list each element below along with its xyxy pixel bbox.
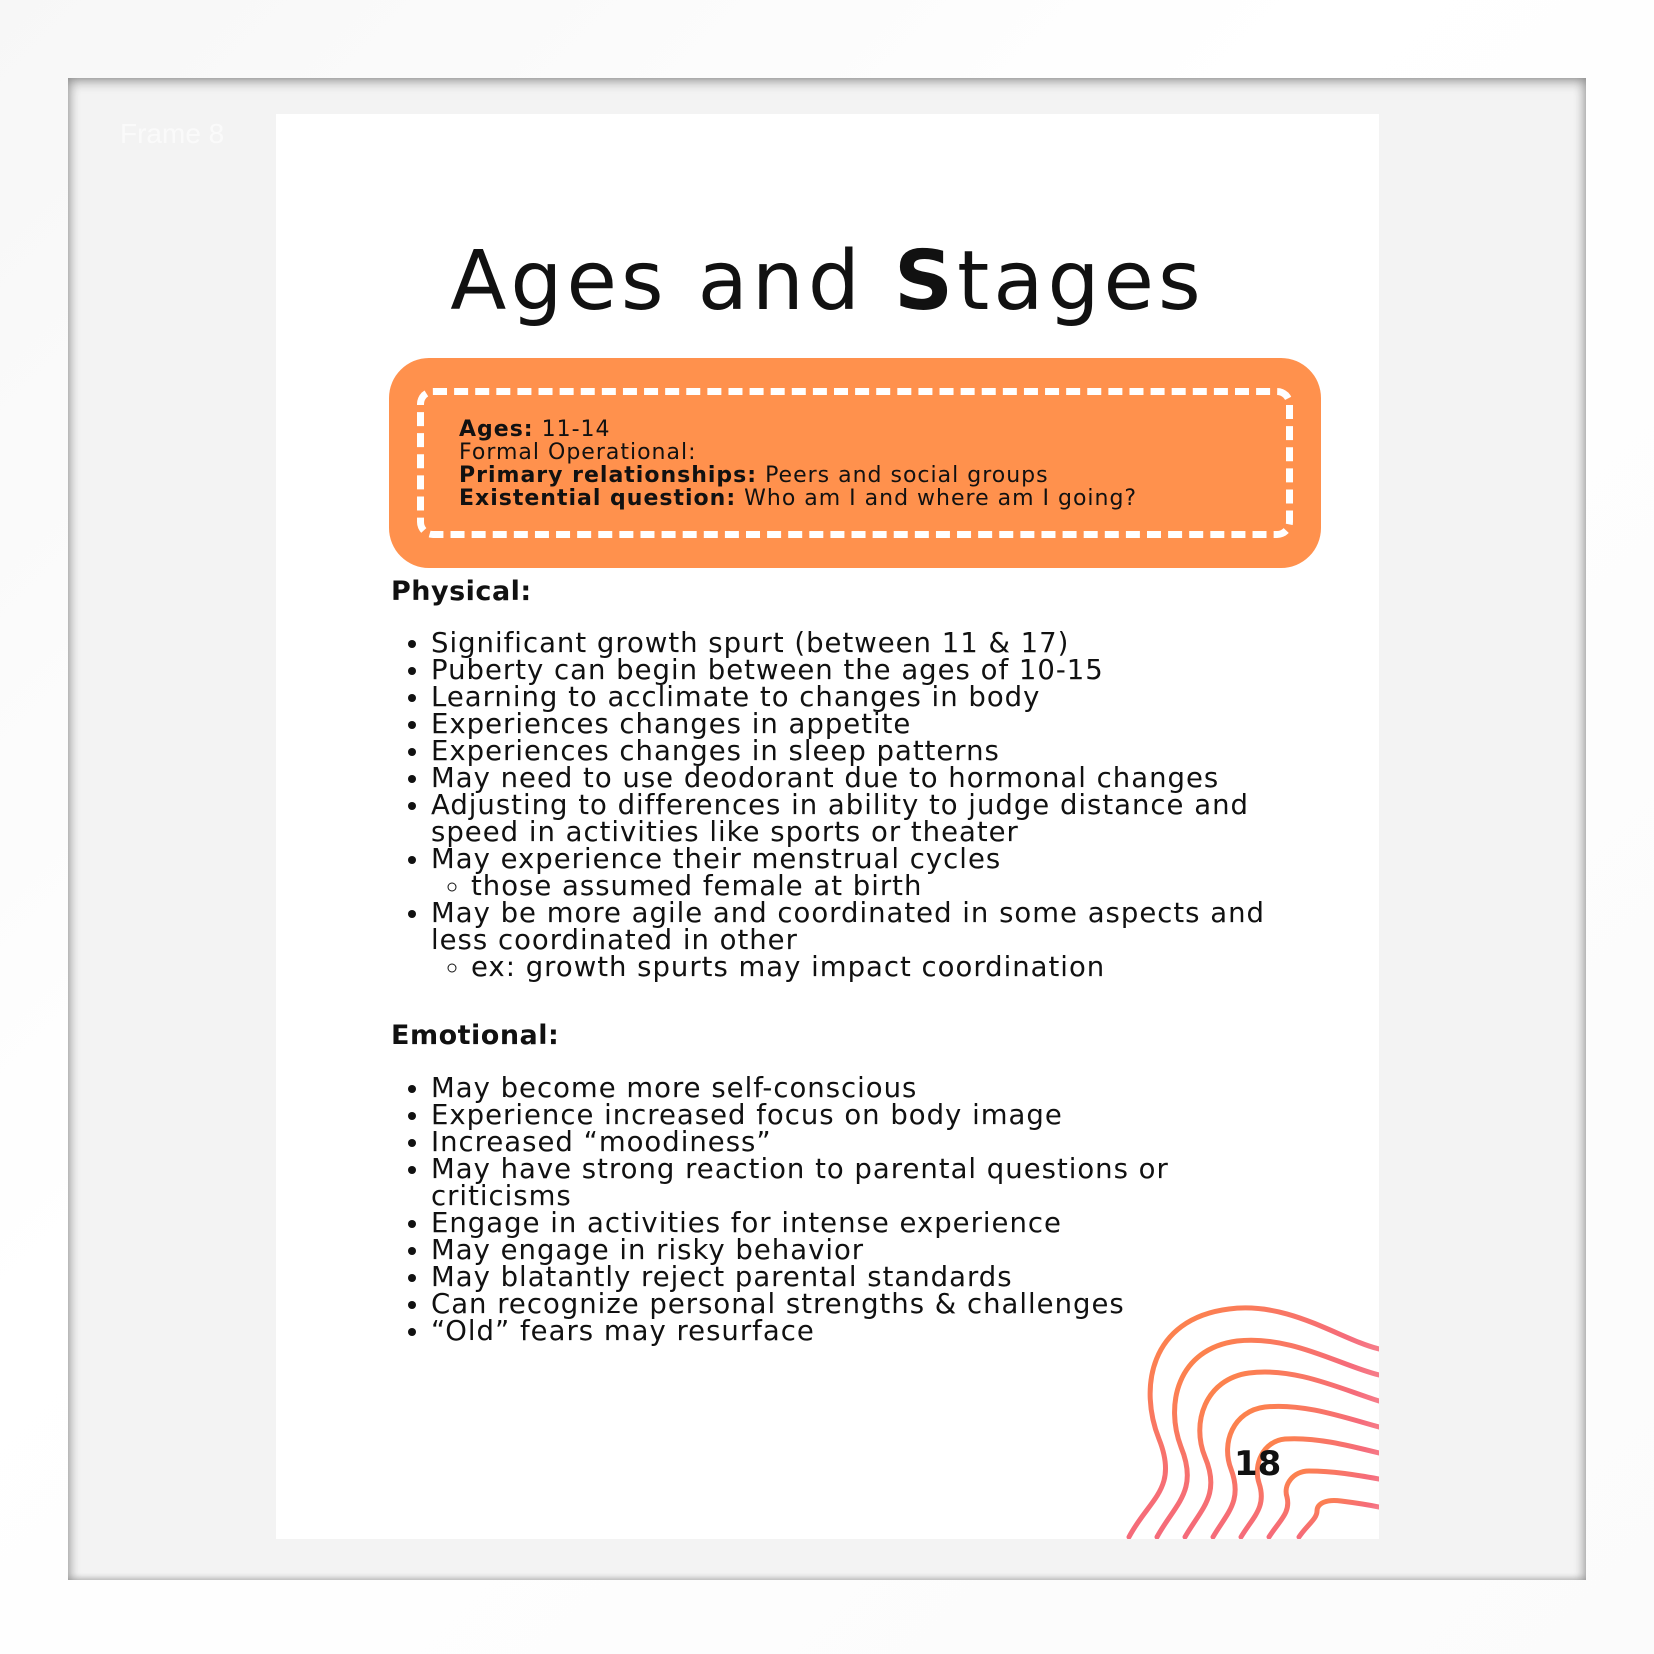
list-item: • May need to use deodorant due to hormonal changes (431, 765, 1291, 792)
list-item: • Adjusting to differences in ability to judge distance and speed in activities like sports or theater (431, 792, 1291, 846)
list-item: • May be more agile and coordinated in some aspects and less coordinated in other ◦ ex: growth spurts may impact coordination (431, 900, 1291, 981)
frame-label: Frame 8 (120, 118, 225, 149)
list-item: • May become more self-conscious (431, 1075, 1291, 1102)
list-item: • Can recognize personal strengths & challenges (431, 1291, 1291, 1318)
list-item: • May blatantly reject parental standards (431, 1264, 1291, 1291)
list-item: • Experiences changes in appetite (431, 711, 1291, 738)
list-item: • Significant growth spurt (between 11 & 17) (431, 630, 1291, 657)
list-item: • May experience their menstrual cycles ◦ those assumed female at birth (431, 846, 1291, 900)
list-item: • Engage in activities for intense experience (431, 1210, 1291, 1237)
physical-list (391, 627, 1291, 983)
list-item: • Learning to acclimate to changes in body (431, 684, 1291, 711)
list-item: • May engage in risky behavior (431, 1237, 1291, 1264)
list-item: • Increased “moodiness” (431, 1129, 1291, 1156)
document-page (276, 114, 1379, 1539)
sub-list-item: ◦ those assumed female at birth (471, 873, 1291, 900)
list-item: • Puberty can begin between the ages of 10-15 (431, 657, 1291, 684)
stage-info-box (389, 358, 1321, 568)
ages-line: Ages: 11-14 (459, 417, 611, 442)
stage-info-text (459, 418, 1137, 510)
list-item: • May have strong reaction to parental questions or criticisms (431, 1156, 1291, 1210)
sub-list-item: ◦ ex: growth spurts may impact coordination (471, 954, 1291, 981)
stage-line: Formal Operational: (459, 440, 697, 465)
page-title: Ages and Stages (450, 234, 1205, 329)
emotional-heading: Emotional: (391, 1020, 560, 1051)
list-item: • “Old” fears may resurface (431, 1318, 1291, 1345)
relationships-line: Primary relationships: Peers and social groups (459, 463, 1049, 488)
page-number: 18 (1234, 1444, 1282, 1484)
decorative-wave-lines (1119, 1279, 1379, 1539)
list-item: • Experiences changes in sleep patterns (431, 738, 1291, 765)
physical-heading: Physical: (391, 576, 532, 607)
list-item: • Experience increased focus on body image (431, 1102, 1291, 1129)
question-line: Existential question: Who am I and where am I going? (459, 486, 1138, 511)
